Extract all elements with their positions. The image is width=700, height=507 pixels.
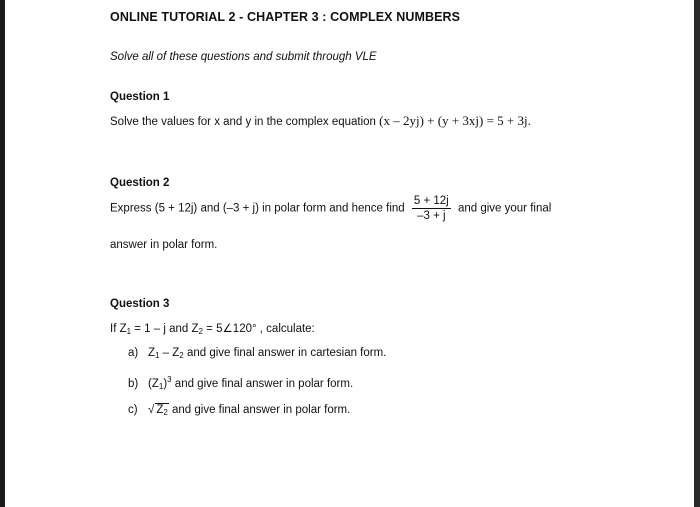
- question-2-prompt-end: and give your final: [457, 202, 552, 215]
- item-a-text: and give final answer in cartesian form.: [183, 347, 387, 359]
- question-3-intro: [110, 321, 315, 336]
- intro-mid: = 1 – j and Z: [131, 323, 199, 335]
- question-3-item-b: [128, 375, 353, 391]
- intro-end: = 5∠120° , calculate:: [202, 323, 315, 335]
- item-a-expr-1: Z: [148, 347, 156, 359]
- sqrt-radicand: [155, 403, 168, 417]
- question-1-prompt: Solve the values for x and y in the complex equation: [110, 116, 376, 128]
- question-3-item-a: [128, 347, 386, 360]
- question-2-line-2: answer in polar form.: [110, 239, 218, 251]
- item-c-label: c): [128, 404, 138, 416]
- intro-if: If Z: [110, 323, 127, 335]
- item-b-subscript-1: 1: [158, 382, 164, 391]
- item-c-text: and give final answer in polar form.: [168, 404, 351, 416]
- right-frame-edge: [694, 0, 700, 507]
- item-b-expr-1: (Z: [148, 378, 159, 390]
- left-frame-edge: [0, 0, 5, 507]
- item-c-subscript: 2: [163, 408, 168, 417]
- question-2-line-1: [110, 195, 551, 222]
- question-1-heading: Question 1: [110, 91, 170, 103]
- item-a-subscript-1: 1: [155, 351, 160, 360]
- question-1-equation: (x – 2yj) + (y + 3xj) = 5 + 3j.: [379, 113, 531, 128]
- document-title: ONLINE TUTORIAL 2 - CHAPTER 3 : COMPLEX NUMBERS: [110, 10, 461, 24]
- item-a-subscript-2: 2: [179, 351, 184, 360]
- item-a-expr-2: – Z: [159, 347, 180, 359]
- subscript-1: 1: [126, 327, 132, 336]
- item-b-label: b): [128, 378, 139, 390]
- question-2-heading: Question 2: [110, 177, 170, 189]
- item-a-label: a): [128, 347, 139, 359]
- fraction-numerator: 5 + 12j: [413, 195, 449, 207]
- item-b-expr-2: ): [163, 378, 168, 390]
- question-3-item-c: [128, 403, 350, 417]
- fraction-denominator: –3 + j: [417, 210, 446, 222]
- question-2-fraction: [412, 195, 451, 222]
- item-b-exponent: 3: [167, 375, 172, 384]
- item-c-expr: Z: [156, 404, 164, 416]
- question-2-prompt: Express (5 + 12j) and (–3 + j) in polar form and hence find: [110, 202, 405, 215]
- sqrt-symbol: √: [148, 404, 155, 416]
- question-1-text: [110, 113, 531, 129]
- item-b-text: and give final answer in polar form.: [171, 378, 354, 390]
- question-3-heading: Question 3: [110, 298, 170, 310]
- subscript-2: 2: [198, 327, 203, 336]
- instructions-text: Solve all of these questions and submit through VLE: [110, 51, 377, 63]
